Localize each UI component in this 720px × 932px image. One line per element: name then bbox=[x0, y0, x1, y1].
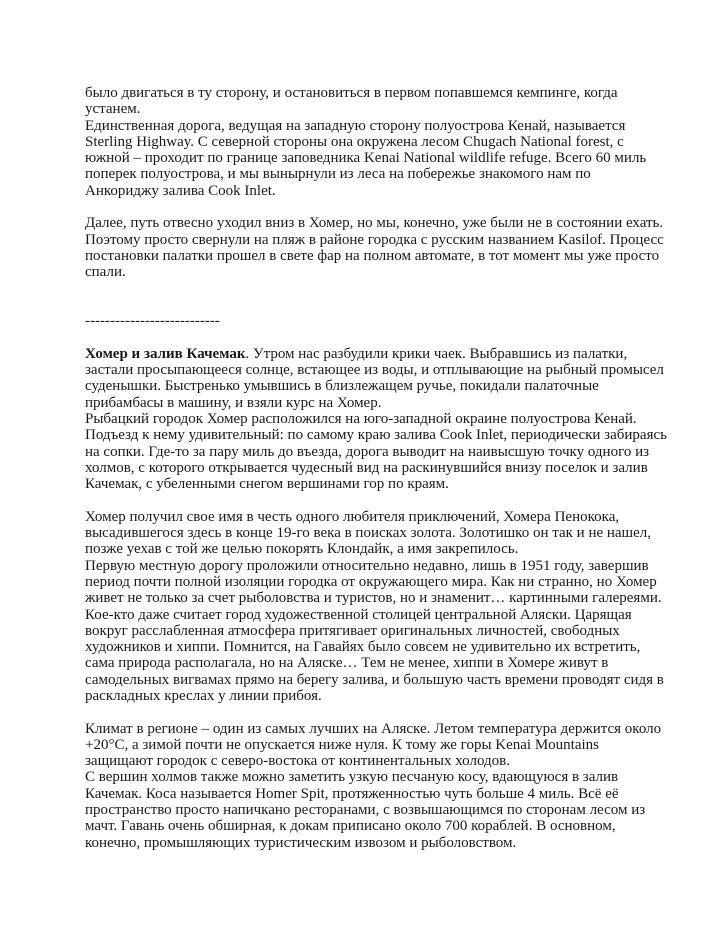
text-line-content: постановки палатки прошел в свете фар на полном автомате, в тот момент мы уже просто bbox=[85, 247, 660, 264]
text-line-content: период почти полной изоляции городка от окружающего мира. Как ни странно, но Хомер bbox=[85, 573, 657, 590]
text-line-content: художников и хиппи. Помнится, на Гавайях было совсем не удивительно их встретить, bbox=[85, 639, 641, 656]
text-line bbox=[85, 134, 685, 150]
text-line-content: Подъезд к нему удивительный: по самому краю залива Cook Inlet, периодически забираясь bbox=[85, 427, 667, 444]
text-line-content: южной – проходит по границе заповедника Kenai National wildlife refuge. Всего 60 миль bbox=[85, 150, 647, 167]
text-line-content: конечно, промышляющих туристическим извозом и рыболовством. bbox=[85, 834, 517, 851]
text-line bbox=[85, 427, 685, 443]
blank-line bbox=[85, 281, 685, 297]
paragraph bbox=[85, 721, 685, 851]
text-line-content: Качемак. Коса называется Homer Spit, протяженностью чуть больше 4 миль. Всё её bbox=[85, 785, 619, 802]
text-line-content: устанем. bbox=[85, 101, 141, 118]
text-line bbox=[85, 362, 685, 378]
text-line-content: застали просыпающееся солнце, встающее из воды, и отплывающие на рыбный промысел bbox=[85, 362, 664, 379]
text-line-content: . Утром нас разбудили крики чаек. Выбравшись из палатки, bbox=[245, 345, 628, 362]
text-line-content: было двигаться в ту сторону, и остановиться в первом попавшемся кемпинге, когда bbox=[85, 85, 618, 101]
text-line-content: холмов, с которого открывается чудесный вид на раскинувшийся внизу поселок и залив bbox=[85, 459, 648, 476]
text-line-content: Поэтому просто свернули на пляж в районе городка с русским названием Kasilof. Процесс bbox=[85, 231, 664, 248]
text-line bbox=[85, 183, 685, 199]
text-line-content: Климат в регионе – один из самых лучших на Аляске. Летом температура держится около bbox=[85, 720, 662, 737]
text-line-content: С вершин холмов также можно заметить узкую песчаную косу, вдающуюся в залив bbox=[85, 769, 619, 786]
text-line bbox=[85, 264, 685, 280]
text-line-content: Кое-кто даже считает город художественной столицей центральной Аляски. Царящая bbox=[85, 606, 632, 623]
text-line bbox=[85, 655, 685, 671]
text-line bbox=[85, 753, 685, 769]
text-line bbox=[85, 688, 685, 704]
text-line bbox=[85, 623, 685, 639]
text-line bbox=[85, 525, 685, 541]
text-line-content: +20°C, а зимой почти не опускается ниже нуля. К тому же горы Kenai Mountains bbox=[85, 736, 600, 753]
text-line bbox=[85, 590, 685, 606]
text-line bbox=[85, 118, 685, 134]
text-line bbox=[85, 737, 685, 753]
text-line bbox=[85, 574, 685, 590]
text-line bbox=[85, 835, 685, 851]
text-line bbox=[85, 818, 685, 834]
text-line-content: суденышки. Быстренько умывшись в близлежащем ручье, покидали палаточные bbox=[85, 378, 599, 395]
blank-line bbox=[85, 704, 685, 720]
text-line-content: живет не только за счет рыболовства и туристов, но и знаменит… картинными галереями. bbox=[85, 590, 662, 607]
text-line-content: вокруг расслабленная атмосфера притягивает оригинальных личностей, свободных bbox=[85, 622, 620, 639]
text-line bbox=[85, 346, 685, 362]
text-line bbox=[85, 721, 685, 737]
text-line-content: на сопки. Где-то за пару миль до въезда, дорога выводит на наивысшую точку одного из bbox=[85, 443, 650, 460]
text-line bbox=[85, 476, 685, 492]
text-line-content: позже уехав с той же целью покорять Клондайк, а имя закрепилось. bbox=[85, 541, 519, 558]
text-line bbox=[85, 509, 685, 525]
text-line bbox=[85, 639, 685, 655]
text-line bbox=[85, 541, 685, 557]
section-heading: Хомер и залив Качемак bbox=[85, 345, 246, 362]
text-line-content: Далее, путь отвесно уходил вниз в Хомер, но мы, конечно, уже были не в состоянии ехать. bbox=[85, 215, 664, 232]
text-line bbox=[85, 215, 685, 231]
blank-line bbox=[85, 492, 685, 508]
text-line-content: Единственная дорога, ведущая на западную сторону полуострова Кенай, называется bbox=[85, 117, 626, 134]
paragraph bbox=[85, 313, 685, 329]
text-line-content: --------------------------- bbox=[85, 313, 220, 330]
text-line-content: раскладных креслах у линии прибоя. bbox=[85, 687, 322, 704]
blank-line bbox=[85, 297, 685, 313]
text-line bbox=[85, 378, 685, 394]
text-line-content: сама природа располагала, но на Аляске… Тем не менее, хиппи в Хомере живут в bbox=[85, 655, 609, 672]
paragraph bbox=[85, 215, 685, 280]
paragraph bbox=[85, 509, 685, 705]
text-line-content: спали. bbox=[85, 264, 126, 281]
section-paragraph bbox=[85, 346, 685, 493]
text-line bbox=[85, 460, 685, 476]
blank-line bbox=[85, 329, 685, 345]
text-line bbox=[85, 85, 685, 101]
text-line bbox=[85, 101, 685, 117]
text-line bbox=[85, 607, 685, 623]
text-line bbox=[85, 232, 685, 248]
text-line bbox=[85, 558, 685, 574]
text-line-content: Анкориджу залива Cook Inlet. bbox=[85, 182, 276, 199]
text-line bbox=[85, 769, 685, 785]
text-line-content: самодельных вигвамах прямо на берегу залива, и большую часть времени проводят сидя в bbox=[85, 671, 664, 688]
text-line-content: высадившегося здесь в конце 19-го века в поисках золота. Золотишко он так и не нашел, bbox=[85, 525, 652, 542]
text-line-content: пространство просто напичкано ресторанами, с возвышающимся по сторонам лесом из bbox=[85, 802, 646, 819]
text-line bbox=[85, 786, 685, 802]
text-line-content: Хомер получил свое имя в честь одного любителя приключений, Хомера Пенокока, bbox=[85, 508, 620, 525]
document-page bbox=[85, 85, 685, 851]
text-line bbox=[85, 248, 685, 264]
text-line bbox=[85, 411, 685, 427]
text-line bbox=[85, 802, 685, 818]
text-line-content: мачт. Гавань очень обширная, к докам приписано около 700 кораблей. В основном, bbox=[85, 818, 616, 835]
text-line-content: поперек полуострова, и мы вынырнули из леса на побережье знакомого нам по bbox=[85, 166, 591, 183]
text-line-content: Рыбацкий городок Хомер расположился на юго-западной окраине полуострова Кенай. bbox=[85, 410, 637, 427]
paragraph bbox=[85, 85, 685, 199]
text-line-content: Первую местную дорогу проложили относительно недавно, лишь в 1951 году, завершив bbox=[85, 557, 649, 574]
text-line-content: Sterling Highway. С северной стороны она окружена лесом Chugach National forest, с bbox=[85, 133, 624, 150]
text-line bbox=[85, 395, 685, 411]
text-line bbox=[85, 166, 685, 182]
text-line bbox=[85, 150, 685, 166]
text-line-content: Качемак, с убеленными снегом вершинами гор по краям. bbox=[85, 476, 449, 493]
text-line-content: защищают городок с северо-востока от континентальных холодов. bbox=[85, 753, 511, 770]
text-line bbox=[85, 313, 685, 329]
text-line-content: прибамбасы в машину, и взяли курс на Хомер. bbox=[85, 394, 382, 411]
blank-line bbox=[85, 199, 685, 215]
text-line bbox=[85, 672, 685, 688]
text-line bbox=[85, 444, 685, 460]
